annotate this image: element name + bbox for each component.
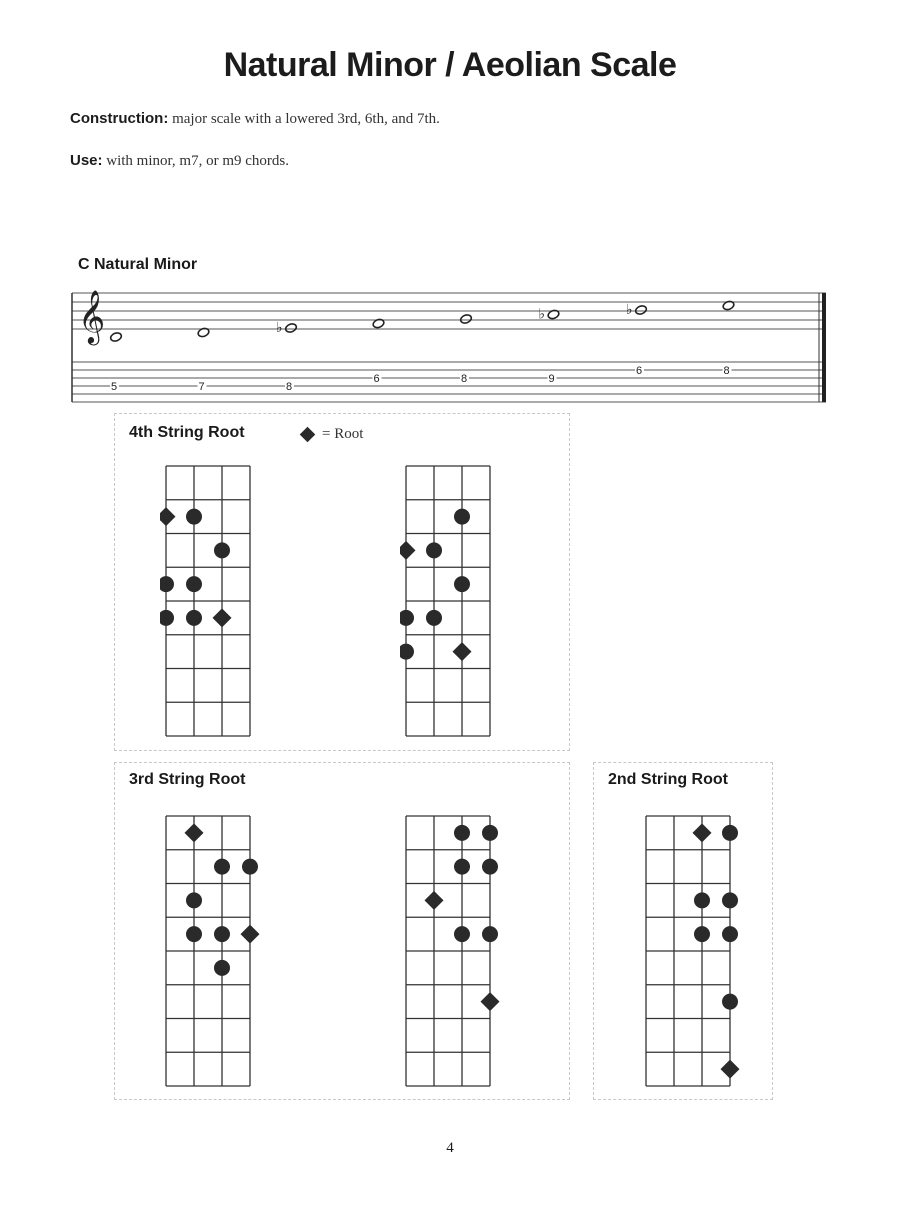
final-thick-barline (822, 293, 826, 402)
scale-note-dot (482, 825, 498, 841)
fretboard-diagram-2nd-a (640, 812, 740, 1094)
section-title-2nd-string-root: 2nd String Root (608, 771, 728, 788)
use-label: Use: (70, 152, 103, 169)
root-note-diamond (481, 992, 500, 1011)
scale-note-dot (454, 859, 470, 875)
scale-note-dot (722, 926, 738, 942)
tab-fret-number: 7 (198, 381, 205, 393)
scale-note-dot (482, 859, 498, 875)
construction-text: major scale with a lowered 3rd, 6th, and 7th. (172, 111, 440, 127)
tab-fret-number: 8 (285, 381, 293, 393)
scale-note (539, 307, 560, 386)
root-note-diamond (185, 823, 204, 842)
scale-note-dot (160, 610, 174, 626)
construction-label: Construction: (70, 110, 169, 127)
root-note-diamond (425, 891, 444, 910)
whole-note-head (635, 305, 648, 316)
page-number: 4 (446, 1140, 454, 1156)
fretboard-diagram-3rd-b (400, 812, 500, 1094)
section-title-4th-string-root: 4th String Root (129, 424, 245, 441)
scale-note-dot (186, 610, 202, 626)
scale-note-dot (242, 859, 258, 875)
scale-note (460, 314, 473, 385)
fretboard-diagram-4th-a (160, 462, 260, 744)
page-title: Natural Minor / Aeolian Scale (223, 46, 677, 84)
scale-note-dot (482, 926, 498, 942)
scale-note-dot (400, 644, 414, 660)
scale-note-dot (694, 926, 710, 942)
tab-fret-number: 9 (548, 373, 555, 385)
scale-note-dot (214, 926, 230, 942)
scale-note-dot (694, 892, 710, 908)
scale-note-dot (186, 892, 202, 908)
whole-note-head (110, 332, 123, 343)
root-note-diamond (400, 541, 416, 560)
scale-note-dot (214, 542, 230, 558)
scale-note (372, 318, 385, 385)
tab-fret-number: 5 (110, 381, 118, 393)
scale-note-dot (186, 926, 202, 942)
flat-accidental: ♭ (538, 306, 546, 323)
scale-note-dot (214, 960, 230, 976)
scale-note-dot (722, 892, 738, 908)
scale-note-dot (454, 825, 470, 841)
tab-fret-number: 8 (723, 365, 730, 377)
scale-note-dot (400, 610, 414, 626)
scale-note (626, 302, 647, 377)
root-note-diamond (721, 1060, 740, 1079)
scale-note-dot (454, 926, 470, 942)
use-text: with minor, m7, or m9 chords. (106, 153, 289, 169)
scale-note-dot (160, 576, 174, 592)
root-legend-text: = Root (322, 426, 364, 442)
whole-note-head (460, 314, 473, 325)
root-diamond-icon (300, 427, 316, 443)
scale-note-dot (186, 509, 202, 525)
tab-fret-number: 6 (635, 365, 643, 377)
flat-accidental: ♭ (276, 320, 283, 336)
root-legend (302, 426, 363, 443)
root-note-diamond (453, 642, 472, 661)
scale-note-dot (454, 509, 470, 525)
root-note-diamond (241, 925, 260, 944)
scale-note-dot (454, 576, 470, 592)
tab-fret-number: 8 (460, 373, 468, 385)
flat-accidental: ♭ (626, 302, 633, 318)
treble-clef-icon: 𝄞 (78, 289, 106, 343)
scale-note-dot (186, 576, 202, 592)
root-note-diamond (160, 507, 176, 526)
whole-note-head (285, 323, 298, 334)
root-note-diamond (213, 608, 232, 627)
scale-note-dot (722, 825, 738, 841)
scale-note-dot (722, 994, 738, 1010)
scale-note-dot (426, 610, 442, 626)
scale-note (722, 300, 735, 377)
tab-fret-number: 6 (373, 373, 380, 385)
fretboard-diagram-4th-b (400, 462, 500, 744)
scale-note (197, 327, 210, 393)
root-note-diamond (693, 823, 712, 842)
scale-note-dot (214, 859, 230, 875)
section-title-3rd-string-root: 3rd String Root (129, 771, 246, 788)
staff-tab-notation (0, 0, 900, 420)
fretboard-diagram-3rd-a (160, 812, 260, 1094)
scale-note-dot (426, 542, 442, 558)
scale-label: C Natural Minor (78, 256, 198, 273)
scale-note (276, 320, 297, 393)
